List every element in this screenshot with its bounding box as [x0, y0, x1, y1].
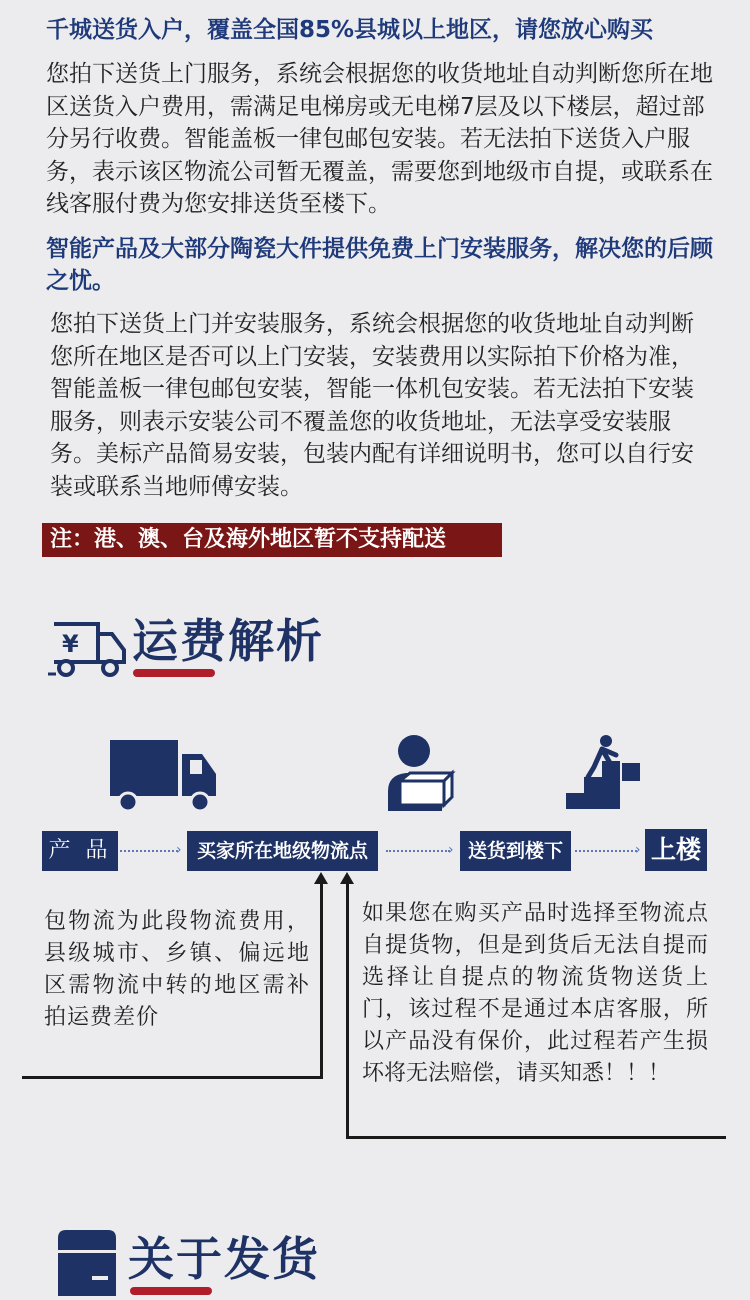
arrow-right-icon: › — [635, 842, 641, 858]
notice-banner: 注：港、澳、台及海外地区暂不支持配送 — [42, 523, 502, 557]
truck-yen-icon — [48, 612, 128, 682]
flow-connector — [120, 850, 178, 852]
shipping-section-title: 运费解析 — [132, 614, 324, 668]
flow-note-right: 如果您在购买产品时选择至物流点自提货物，但是到货后无法自提而选择让自提点的物流货物送货上门，该过程不是通过本店客服，所以产品没有保价，此过程若产生损坏将无法赔偿，请买知悉！！！ — [362, 901, 708, 1086]
flow-connector — [575, 850, 637, 852]
flow-note-left: 包物流为此段物流费用，县级城市、乡镇、偏远地区需物流中转的地区需补拍运费差价 — [44, 909, 310, 1030]
install-body: 您拍下送货上门并安装服务，系统会根据您的收货地址自动判断您所在地区是否可以上门安装，安装费用以实际拍下价格为准，智能盖板一律包邮包安装，智能一体机包安装。若无法拍下安装服务，则表示安装公司不覆盖您的收货地址，无法享受安装服务。美标产品简易安装，包装内配有详细说明书，您可以自行安装或联系当地师傅安装。 — [50, 311, 694, 500]
bracket-line-right — [346, 882, 349, 1138]
courier-icon — [384, 733, 458, 813]
arrow-right-icon: › — [176, 842, 182, 858]
bracket-base-left — [22, 1076, 323, 1079]
flow-step-product: 产 品 — [42, 831, 118, 871]
flow-step-upstairs: 上楼 — [645, 829, 707, 871]
box-icon — [54, 1228, 120, 1296]
flow-step-deliver-downstairs: 送货到楼下 — [460, 831, 571, 871]
bracket-line-left — [320, 882, 323, 1078]
arrow-right-icon: › — [448, 842, 454, 858]
flow-connector — [386, 850, 450, 852]
shipping-title-underline — [133, 669, 215, 677]
dispatch-title-underline — [130, 1287, 212, 1295]
delivery-title: 千城送货入户，覆盖全国85%县城以上地区，请您放心购买 — [46, 17, 654, 43]
flow-step-logistics-point: 买家所在地级物流点 — [187, 831, 378, 871]
delivery-body: 您拍下送货上门服务，系统会根据您的收货地址自动判断您所在地区送货入户费用，需满足电梯房或无电梯7层及以下楼层，超过部分另行收费。智能盖板一律包邮包安装。若无法拍下送货入户服务，表示该区物流公司暂无覆盖，需要您到地级市自提，或联系在线客服付费为您安排送货至楼下。 — [46, 61, 713, 217]
stairs-icon — [566, 733, 642, 809]
dispatch-section-title: 关于发货 — [128, 1232, 320, 1286]
svg-text:¥: ¥ — [62, 630, 79, 658]
truck-icon — [110, 740, 218, 812]
bracket-base-right — [346, 1136, 726, 1139]
install-title: 智能产品及大部分陶瓷大件提供免费上门安装服务，解决您的后顾之忧。 — [46, 236, 713, 294]
